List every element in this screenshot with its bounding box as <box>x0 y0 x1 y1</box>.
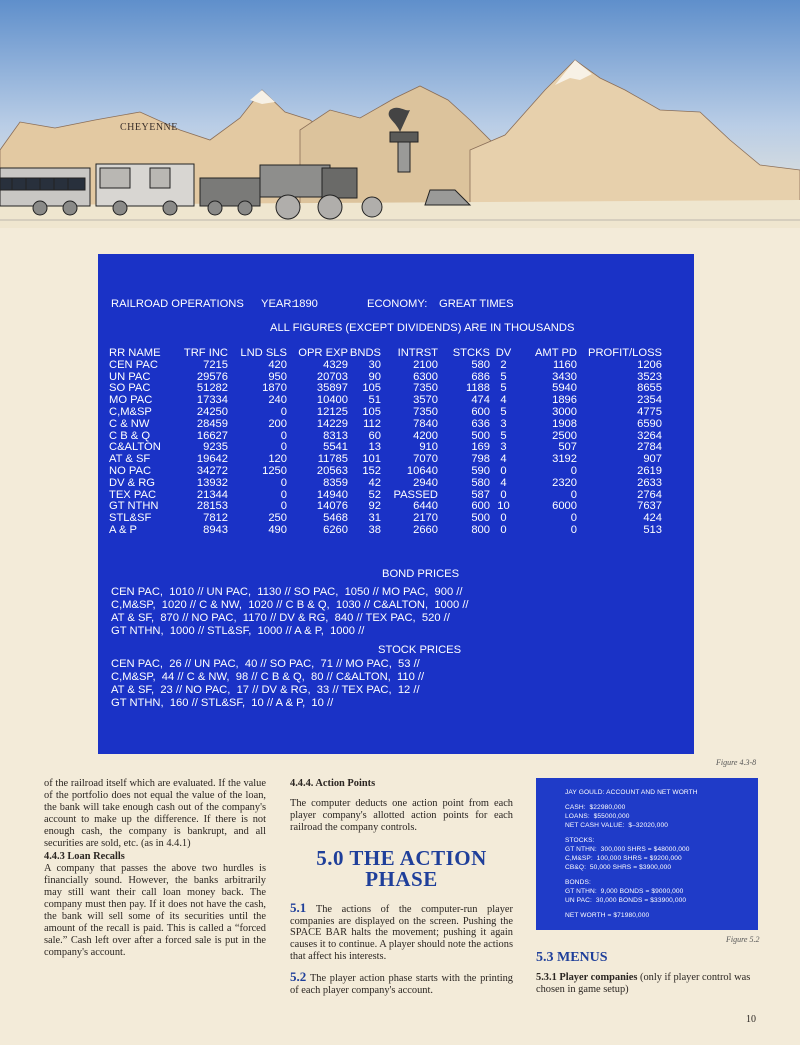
table-row <box>109 395 662 407</box>
page-number: 10 <box>746 1014 756 1025</box>
table-cell: 1206 <box>637 358 662 371</box>
table-cell: 474 <box>471 394 490 407</box>
column-header: OPR EXP <box>298 347 348 359</box>
table-cell: 17334 <box>196 394 228 407</box>
table-cell: 2354 <box>637 394 662 407</box>
table-cell: PASSED <box>393 488 438 501</box>
table-row <box>109 466 662 478</box>
table-cell: 8313 <box>323 429 348 442</box>
table-cell: 8359 <box>323 476 348 489</box>
paragraph: A company that passes the above two hurdles is financially sound. However, the banks arbitrarily may still want their call loan money back. The company must then pay. If it does not have the cash, the bank will sell some of its securities until the amount of the recall is paid. This is called a “forced sale.” Cash left over after a forced sale is put in the company's account. <box>44 863 266 958</box>
account-line: LOANS: $55000,000 <box>565 813 630 820</box>
table-cell: 1870 <box>262 382 287 395</box>
bond-prices-title: BOND PRICES <box>382 568 460 580</box>
left-text-column <box>44 778 266 959</box>
table-cell: TEX PAC <box>109 488 157 501</box>
table-cell: 0 <box>280 476 287 489</box>
table-cell: 4 <box>500 453 507 466</box>
screen-title: RAILROAD OPERATIONS <box>111 298 244 310</box>
column-header: RR NAME <box>109 347 161 359</box>
table-cell: 5 <box>500 382 507 395</box>
table-cell: 10 <box>497 500 510 513</box>
table-cell: 28153 <box>196 500 228 513</box>
table-row <box>109 478 662 490</box>
account-line: NET CASH VALUE: $–32020,000 <box>565 822 668 829</box>
table-cell: STL&SF <box>109 512 152 525</box>
table-row <box>109 442 662 454</box>
table-cell: 101 <box>362 453 381 466</box>
stock-prices-title: STOCK PRICES <box>378 644 462 656</box>
table-cell: 38 <box>368 523 381 536</box>
paragraph: The computer deducts one action point from each player company's allotted action points for each railroad the company controls. <box>290 797 513 833</box>
table-cell: 4775 <box>637 405 662 418</box>
column-header: PROFIT/LOSS <box>588 347 662 359</box>
section-number: 5.2 <box>290 969 307 985</box>
table-cell: 0 <box>280 405 287 418</box>
economy-label: ECONOMY: <box>367 298 428 310</box>
account-line: UN PAC: 30,000 BONDS = $33900,000 <box>565 897 687 904</box>
table-cell: 5 <box>500 429 507 442</box>
subheading-loan-recalls: 4.4.3 Loan Recalls <box>44 851 125 863</box>
table-cell: C B & Q <box>109 429 151 442</box>
column-header: INTRST <box>397 347 438 359</box>
table-cell: 3192 <box>552 453 577 466</box>
table-cell: 51 <box>368 394 381 407</box>
table-cell: 7350 <box>413 405 438 418</box>
table-cell: 0 <box>570 523 577 536</box>
table-cell: 92 <box>368 500 381 513</box>
account-screen <box>536 778 758 930</box>
account-line: BONDS: <box>565 879 591 886</box>
table-cell: 0 <box>500 523 507 536</box>
table-cell: MO PAC <box>109 394 153 407</box>
account-title: JAY GOULD: ACCOUNT AND NET WORTH <box>565 789 698 796</box>
table-cell: 1908 <box>552 417 577 430</box>
table-cell: 31 <box>368 512 381 525</box>
bond-prices-line: GT NTHN, 1000 // STL&SF, 1000 // A & P, 1000 // <box>111 625 365 637</box>
section-number: 5.1 <box>290 899 307 915</box>
table-cell: 636 <box>471 417 490 430</box>
subheading-action-points: 4.4.4. Action Points <box>290 778 376 789</box>
table-cell: 910 <box>419 441 438 454</box>
account-line: NET WORTH = $71980,000 <box>565 912 650 919</box>
table-cell: 120 <box>268 453 287 466</box>
table-cell: 8943 <box>203 523 228 536</box>
table-cell: 0 <box>500 464 507 477</box>
table-cell: 6260 <box>323 523 348 536</box>
column-header: BNDS <box>349 347 381 359</box>
table-cell: GT NTHN <box>109 500 159 513</box>
table-cell: 11785 <box>317 453 348 466</box>
table-cell: 9235 <box>203 441 228 454</box>
table-cell: 2320 <box>552 476 577 489</box>
table-cell: 2619 <box>637 464 662 477</box>
table-cell: 14076 <box>316 500 348 513</box>
table-cell: 240 <box>268 394 287 407</box>
table-cell: 0 <box>280 488 287 501</box>
table-cell: 5468 <box>323 512 348 525</box>
table-cell: 3523 <box>637 370 662 383</box>
table-cell: 2170 <box>413 512 438 525</box>
table-cell: 513 <box>643 523 662 536</box>
table-cell: 30 <box>368 358 381 371</box>
table-row <box>109 383 662 395</box>
table-cell: 4 <box>500 394 507 407</box>
column-header: AMT PD <box>534 347 577 359</box>
table-cell: CEN PAC <box>109 358 158 371</box>
table-cell: 2500 <box>552 429 577 442</box>
stock-prices-line: C,M&SP, 44 // C & NW, 98 // C B & Q, 80 // C&ALTON, 110 // <box>111 671 425 683</box>
table-cell: 3 <box>500 441 507 454</box>
table-cell: UN PAC <box>109 370 151 383</box>
table-cell: AT & SF <box>109 453 151 466</box>
table-cell: 24250 <box>196 405 228 418</box>
table-cell: 2940 <box>413 476 438 489</box>
table-cell: 4200 <box>413 429 438 442</box>
table-cell: 60 <box>368 429 381 442</box>
account-line: CB&Q: 50,000 SHRS = $3900,000 <box>565 864 672 871</box>
table-row <box>109 372 662 384</box>
table-cell: 600 <box>471 500 490 513</box>
table-cell: 500 <box>471 429 490 442</box>
table-cell: 28459 <box>196 417 228 430</box>
table-row <box>109 525 662 537</box>
table-cell: 2 <box>500 358 507 371</box>
table-cell: NO PAC <box>109 464 152 477</box>
table-cell: 169 <box>471 441 490 454</box>
table-cell: 1896 <box>552 394 577 407</box>
table-cell: 105 <box>362 405 381 418</box>
table-cell: C & NW <box>109 417 150 430</box>
table-cell: 5541 <box>323 441 348 454</box>
table-cell: 1250 <box>262 464 287 477</box>
table-cell: 152 <box>362 464 381 477</box>
table-cell: 7070 <box>413 453 438 466</box>
figures-note: ALL FIGURES (EXCEPT DIVIDENDS) ARE IN THOUSANDS <box>270 322 575 334</box>
table-cell: 6000 <box>552 500 577 513</box>
table-cell: 20563 <box>316 464 348 477</box>
bond-prices-line: C,M&SP, 1020 // C & NW, 1020 // C B & Q, 1030 // C&ALTON, 1000 // <box>111 599 469 611</box>
table-cell: 424 <box>643 512 662 525</box>
table-cell: 7215 <box>203 358 228 371</box>
table-cell: 3570 <box>413 394 438 407</box>
table-cell: 13 <box>368 441 381 454</box>
column-header: TRF INC <box>183 347 228 359</box>
figure-caption-b: Figure 5.2 <box>726 935 760 944</box>
account-line: CASH: $22980,000 <box>565 804 626 811</box>
subheading-player-companies: 5.3.1 Player companies <box>536 972 638 983</box>
account-line: GT NTHN: 300,000 SHRS = $48000,000 <box>565 846 690 853</box>
table-cell: 686 <box>471 370 490 383</box>
section-heading-menus: 5.3 MENUS <box>536 950 608 965</box>
table-cell: 5940 <box>552 382 577 395</box>
table-cell: 6440 <box>413 500 438 513</box>
table-cell: 0 <box>570 512 577 525</box>
year-label: YEAR: <box>261 298 295 310</box>
table-cell: 3430 <box>552 370 577 383</box>
table-cell: 580 <box>471 358 490 371</box>
table-cell: 35897 <box>316 382 348 395</box>
table-cell: 798 <box>471 453 490 466</box>
table-cell: 10640 <box>406 464 438 477</box>
table-cell: 6300 <box>413 370 438 383</box>
header-illustration <box>0 0 800 228</box>
table-cell: 587 <box>471 488 490 501</box>
table-cell: 5 <box>500 405 507 418</box>
table-cell: 7350 <box>413 382 438 395</box>
paragraph: The player action phase starts with the printing of each player company's account. <box>290 973 513 997</box>
table-cell: 2764 <box>637 488 662 501</box>
paragraph: of the railroad itself which are evaluated. If the value of the portfolio does not equal the value of the loan, the bank will take enough cash out of the company's account to make up the difference. If there is not enough cash, the company is bankrupt, and all securities are sold, etc. (as in 4.4.1) <box>44 778 266 849</box>
table-cell: 8655 <box>637 382 662 395</box>
table-cell: 0 <box>280 429 287 442</box>
table-cell: 16627 <box>196 429 228 442</box>
paragraph: The actions of the computer-run player companies are displayed on the screen. Pushing the SPACE BAR halts the movement; pushing it again causes it to continue. A player should note the actions that affect his interests. <box>290 903 513 963</box>
table-row <box>109 490 662 502</box>
table-cell: 0 <box>280 441 287 454</box>
table-cell: 490 <box>268 523 287 536</box>
table-cell: 7637 <box>637 500 662 513</box>
table-cell: 507 <box>558 441 577 454</box>
table-row <box>109 501 662 513</box>
economy-value: GREAT TIMES <box>439 298 514 310</box>
bond-prices-line: AT & SF, 870 // NO PAC, 1170 // DV & RG, 840 // TEX PAC, 520 // <box>111 612 450 624</box>
table-cell: 1160 <box>552 358 577 371</box>
table-cell: 3264 <box>637 429 662 442</box>
year-value: 1890 <box>293 298 318 310</box>
table-cell: 800 <box>471 523 490 536</box>
column-header: STCKS <box>452 347 490 359</box>
table-cell: 1188 <box>465 382 490 395</box>
account-line: C,M&SP: 100,000 SHRS = $9200,000 <box>565 855 682 862</box>
stock-prices-line: CEN PAC, 26 // UN PAC, 40 // SO PAC, 71 // MO PAC, 53 // <box>111 658 420 670</box>
table-cell: 105 <box>362 382 381 395</box>
table-cell: 907 <box>643 453 662 466</box>
table-cell: C,M&SP <box>109 405 152 418</box>
stock-prices-line: AT & SF, 23 // NO PAC, 17 // DV & RG, 33 // TEX PAC, 12 // <box>111 684 420 696</box>
table-row <box>109 454 662 466</box>
table-cell: 20703 <box>316 370 348 383</box>
location-caption: CHEYENNE <box>120 122 178 133</box>
table-cell: 3000 <box>552 405 577 418</box>
table-cell: 2660 <box>413 523 438 536</box>
table-cell: 600 <box>471 405 490 418</box>
table-cell: C&ALTON <box>109 441 161 454</box>
table-cell: 7812 <box>203 512 228 525</box>
table-cell: 250 <box>268 512 287 525</box>
table-cell: 10400 <box>316 394 348 407</box>
table-cell: 42 <box>368 476 381 489</box>
menus-paragraph <box>536 972 758 996</box>
table-cell: 2633 <box>637 476 662 489</box>
table-cell: 580 <box>471 476 490 489</box>
table-cell: 590 <box>471 464 490 477</box>
table-header-row <box>109 348 662 360</box>
table-cell: 14229 <box>316 417 348 430</box>
table-cell: 14940 <box>316 488 348 501</box>
paragraph: (only if player control was chosen in game setup) <box>536 972 751 995</box>
table-row <box>109 431 662 443</box>
table-cell: 0 <box>500 512 507 525</box>
table-row <box>109 360 662 372</box>
table-cell: 4329 <box>323 358 348 371</box>
table-cell: SO PAC <box>109 382 151 395</box>
table-cell: 3 <box>500 417 507 430</box>
table-cell: 112 <box>363 417 381 430</box>
table-cell: 34272 <box>196 464 228 477</box>
table-cell: 2100 <box>413 358 438 371</box>
table-cell: 52 <box>368 488 381 501</box>
account-line: GT NTHN: 9,000 BONDS = $9000,000 <box>565 888 684 895</box>
bond-prices-line: CEN PAC, 1010 // UN PAC, 1130 // SO PAC, 1050 // MO PAC, 900 // <box>111 586 463 598</box>
table-cell: 500 <box>471 512 490 525</box>
table-cell: 4 <box>500 476 507 489</box>
table-cell: 0 <box>280 500 287 513</box>
table-row <box>109 513 662 525</box>
stock-prices-line: GT NTHN, 160 // STL&SF, 10 // A & P, 10 // <box>111 697 334 709</box>
column-header: LND SLS <box>240 347 287 359</box>
table-cell: 0 <box>500 488 507 501</box>
table-cell: 0 <box>570 464 577 477</box>
account-line: STOCKS: <box>565 837 595 844</box>
section-heading: 5.0 THE ACTION PHASE <box>316 845 487 891</box>
figure-caption-a: Figure 4.3-8 <box>716 758 757 767</box>
table-cell: A & P <box>109 523 137 536</box>
table-cell: 7840 <box>413 417 438 430</box>
railroad-operations-table <box>109 348 662 537</box>
table-cell: 6590 <box>637 417 662 430</box>
table-cell: 29576 <box>196 370 228 383</box>
table-cell: 21344 <box>196 488 228 501</box>
column-header: DV <box>495 347 512 359</box>
table-cell: 2784 <box>637 441 662 454</box>
table-cell: 13932 <box>196 476 228 489</box>
table-row <box>109 419 662 431</box>
table-cell: 51282 <box>196 382 228 395</box>
game-screen <box>98 254 694 754</box>
table-row <box>109 407 662 419</box>
middle-text-column <box>290 778 513 997</box>
table-cell: 950 <box>268 370 287 383</box>
table-cell: 5 <box>500 370 507 383</box>
table-cell: DV & RG <box>109 476 156 489</box>
table-cell: 12125 <box>316 405 348 418</box>
table-cell: 0 <box>570 488 577 501</box>
table-cell: 200 <box>268 417 287 430</box>
table-cell: 420 <box>268 358 287 371</box>
table-cell: 90 <box>368 370 381 383</box>
table-cell: 19642 <box>196 453 228 466</box>
